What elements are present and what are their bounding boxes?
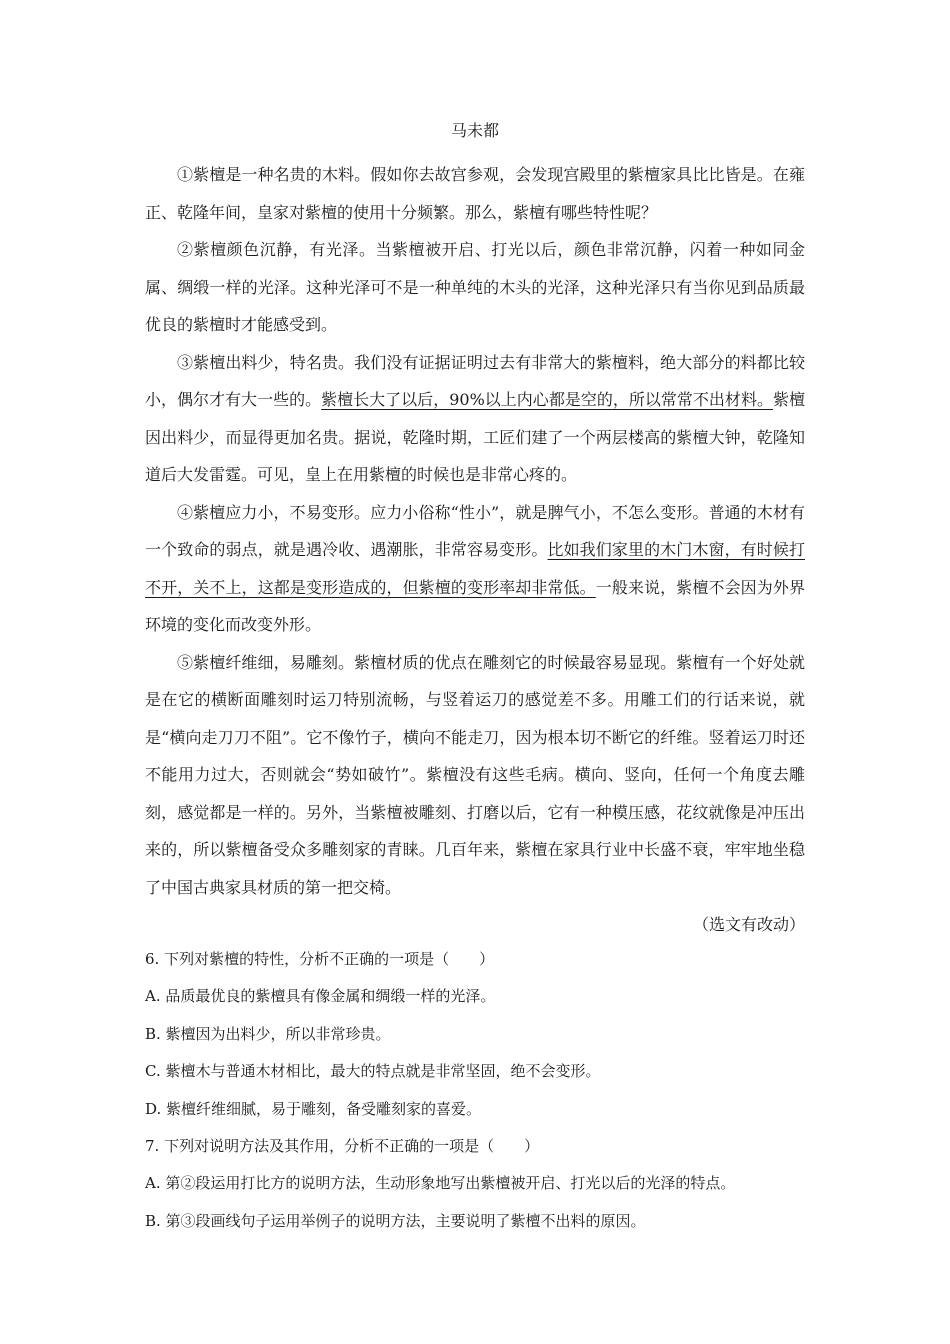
paragraph-2 xyxy=(145,231,805,344)
question-7-option-a: A. 第②段运用打比方的说明方法，生动形象地写出紫檀被开启、打光以后的光泽的特点。 xyxy=(145,1174,736,1193)
question-6-stem: 6. 下列对紫檀的特性，分析不正确的一项是（ ） xyxy=(145,950,495,968)
paragraph-text: 一般来说，紫檀不会因为外界环境的变化而改变外形。 xyxy=(145,577,805,634)
question-6-option-d: D. 紫檀纤维细腻，易于雕刻，备受雕刻家的喜爱。 xyxy=(145,1099,482,1118)
question-list xyxy=(145,941,825,1240)
question-7-option-b: B. 第③段画线句子运用举例子的说明方法，主要说明了紫檀不出料的原因。 xyxy=(145,1211,646,1230)
paragraph-4 xyxy=(145,494,805,644)
paragraph-text: ③紫檀出料少，特名贵。我们没有证据证明过去有非常大的紫檀料，绝大部分的料都比较小，偶尔才有大一些的。 xyxy=(145,352,805,409)
author-name: 马未都 xyxy=(450,121,499,140)
article-body xyxy=(145,156,805,944)
paragraph-5 xyxy=(145,644,805,907)
paragraph-1 xyxy=(145,156,805,231)
question-6-option-b: B. 紫檀因为出料少，所以非常珍贵。 xyxy=(145,1024,391,1043)
question-6-option-c: C. 紫檀木与普通木材相比，最大的特点就是非常坚固，绝不会变形。 xyxy=(145,1062,601,1081)
paragraph-3 xyxy=(145,344,805,494)
paragraph-text: ①紫檀是一种名贵的木料。假如你去故宫参观，会发现宫殿里的紫檀家具比比皆是。在雍正、乾隆年间，皇家对紫檀的使用十分频繁。那么，紫檀有哪些特性呢？ xyxy=(145,165,805,222)
source-note: （选文有改动） xyxy=(692,915,805,934)
underlined-sentence: 比如我们家里的木门木窗，有时候打不开，关不上，这都是变形造成的，但紫檀的变形率却非常低。 xyxy=(145,540,805,597)
paragraph-text: 紫檀因出料少，而显得更加名贵。据说，乾隆时期，工匠们建了一个两层楼高的紫檀大钟，乾隆知道后大发雷霆。可见，皇上在用紫檀的时候也是非常心疼的。 xyxy=(145,390,805,484)
paragraph-text: ④紫檀应力小，不易变形。应力小俗称“性小”，就是脾气小，不怎么变形。普通的木材有一个致命的弱点，就是遇冷收、遇潮胀，非常容易变形。 xyxy=(145,502,805,559)
question-7-stem: 7. 下列对说明方法及其作用，分析不正确的一项是（ ） xyxy=(145,1137,540,1156)
paragraph-text: ②紫檀颜色沉静，有光泽。当紫檀被开启、打光以后，颜色非常沉静，闪着一种如同金属、绸缎一样的光泽。这种光泽可不是一种单纯的木头的光泽，这种光泽只有当你见到品质最优良的紫檀时才能感受到。 xyxy=(145,240,805,334)
question-6-option-a: A. 品质最优良的紫檀具有像金属和绸缎一样的光泽。 xyxy=(145,987,496,1006)
underlined-sentence: 紫檀长大了以后，90%以上内心都是空的，所以常常不出材料。 xyxy=(321,390,773,409)
paragraph-text: ⑤紫檀纤维细，易雕刻。紫檀材质的优点在雕刻它的时候最容易显现。紫檀有一个好处就是在它的横断面雕刻时运刀特别流畅，与竖着运刀的感觉差不多。用雕工们的行话来说，就是“横向走刀刀不阻”。它不像竹子，横向不能走刀，因为根本切不断它的纤维。竖着运刀时还不能用力过大，否则就会“势如破竹”。紫檀没有这些毛病。横向、竖向，任何一个角度去雕刻，感觉都是一样的。另外，当紫檀被雕刻、打磨以后，它有一种模压感，花纹就像是冲压出来的，所以紫檀备受众多雕刻家的青睐。几百年来，紫檀在家具行业中长盛不衰，牢牢地坐稳了中国古典家具材质的第一把交椅。 xyxy=(145,652,805,897)
